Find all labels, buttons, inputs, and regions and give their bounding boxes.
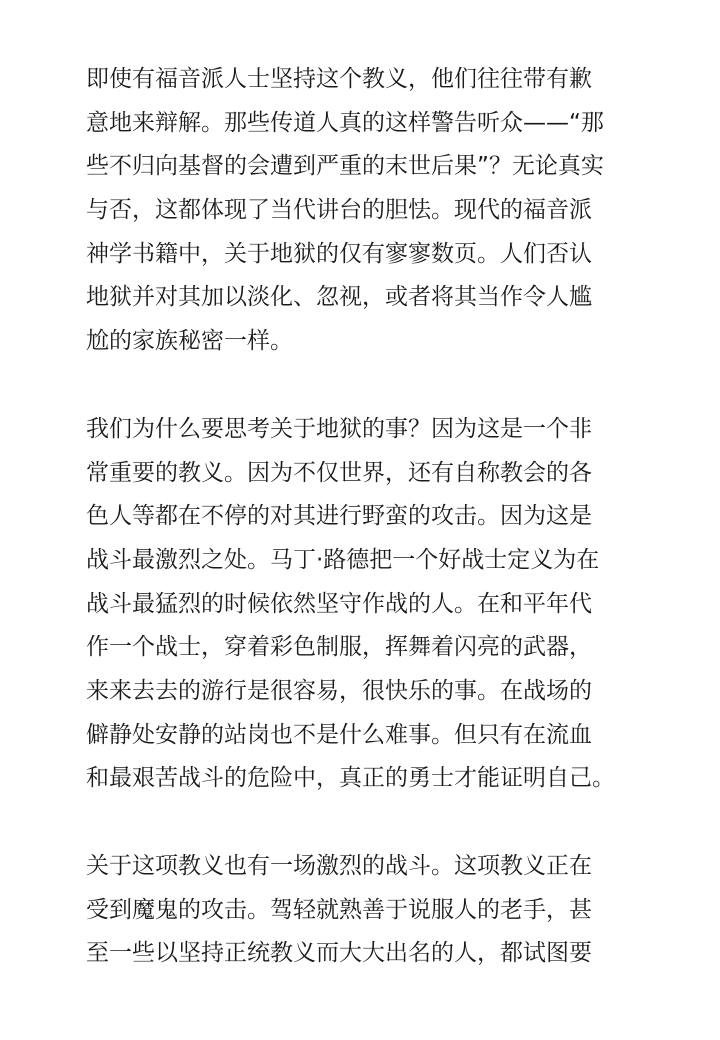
paragraph-2 [86,408,686,801]
text-line: 受到魔鬼的攻击。驾轻就熟善于说服人的老手，甚 [86,896,592,923]
text-line: 僻静处安静的站岗也不是什么难事。但只有在流血 [86,721,592,748]
text-line: 地狱并对其加以淡化、忽视，或者将其当作令人尴 [86,284,592,311]
text-line: 和最艰苦战斗的危险中，真正的勇士才能证明自己。 [86,765,615,792]
text-line: 我们为什么要思考关于地狱的事？因为这是一个非 [86,415,592,442]
text-line: 至一些以坚持正统教义而大大出名的人，都试图要 [86,940,592,967]
text-line: 常重要的教义。因为不仅世界，还有自称教会的各 [86,459,592,486]
paragraph-1 [86,58,686,364]
text-line: 色人等都在不停的对其进行野蛮的攻击。因为这是 [86,503,592,530]
text-line: 神学书籍中，关于地狱的仅有寥寥数页。人们否认 [86,240,592,267]
text-line: 关于这项教义也有一场激烈的战斗。这项教义正在 [86,853,592,879]
text-line: 即使有福音派人士坚持这个教义，他们往往带有歉 [86,66,592,92]
text-line: 作一个战士，穿着彩色制服，挥舞着闪亮的武器， [86,634,592,661]
document-page [86,58,686,1020]
text-line: 尬的家族秘密一样。 [86,328,293,355]
text-line: 战斗最激烈之处。马丁·路德把一个好战士定义为在 [86,546,600,573]
text-line: 来来去去的游行是很容易，很快乐的事。在战场的 [86,677,592,704]
text-line: 与否，这都体现了当代讲台的胆怯。现代的福音派 [86,197,592,224]
text-line: 意地来辩解。那些传道人真的这样警告听众——“那 [86,109,604,136]
text-line: 些不归向基督的会遭到严重的末世后果”？无论真实 [86,153,604,180]
text-line: 战斗最猛烈的时候依然坚守作战的人。在和平年代 [86,590,592,617]
paragraph-3 [86,845,686,976]
